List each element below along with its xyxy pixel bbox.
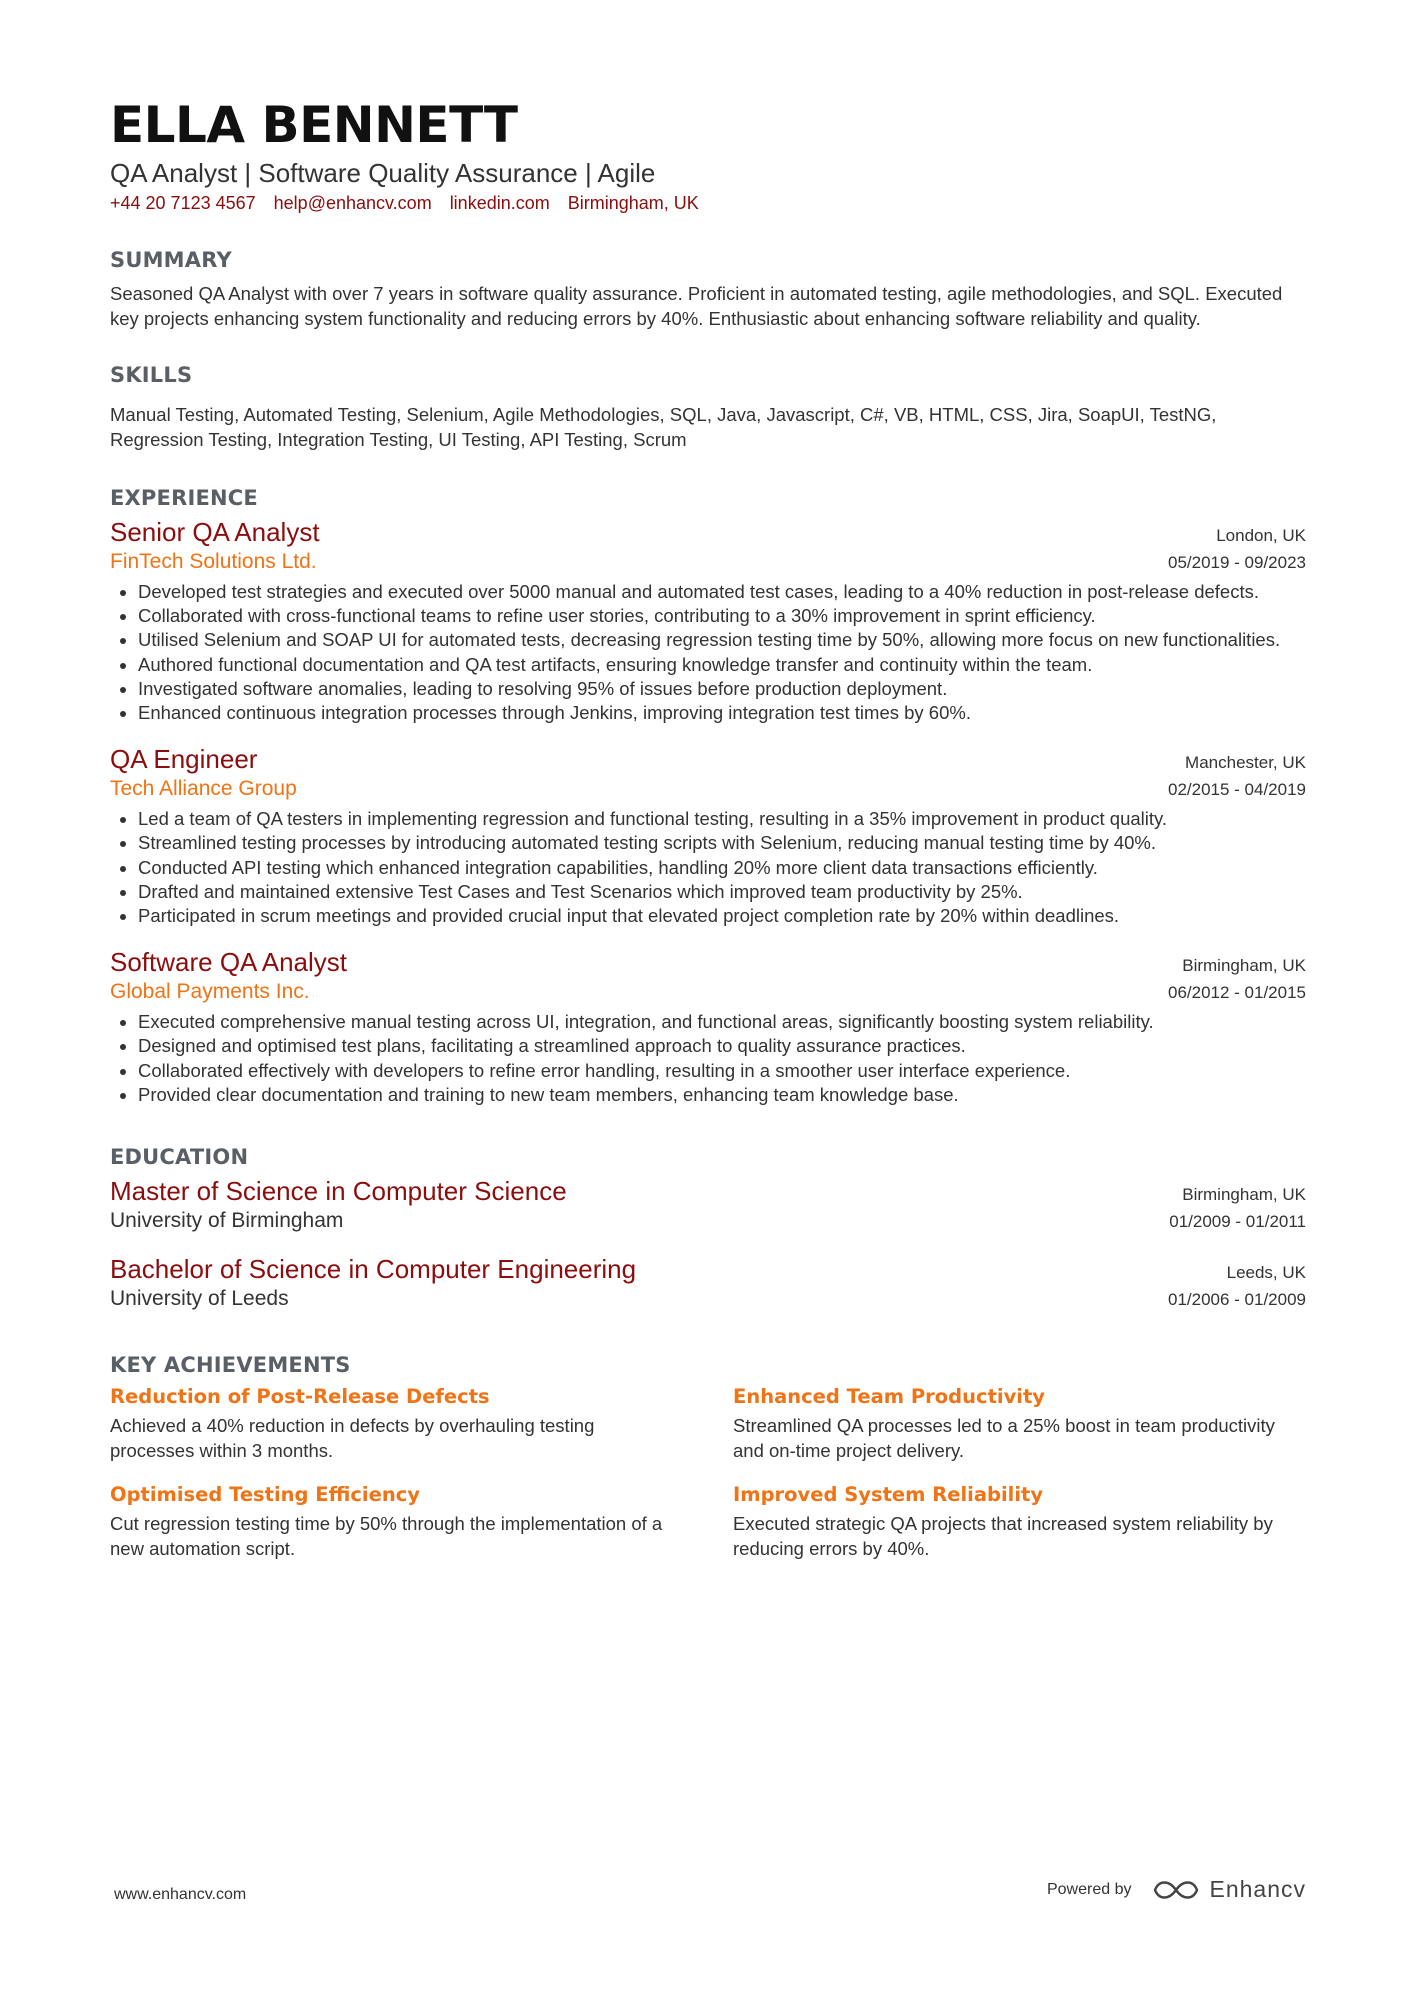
candidate-headline: QA Analyst | Software Quality Assurance | Agile — [110, 158, 656, 188]
experience-section — [110, 484, 1306, 1107]
achievement-item — [110, 1481, 683, 1561]
job-company: Tech Alliance Group — [110, 777, 297, 801]
job-location: Manchester, UK — [1185, 753, 1306, 773]
degree-title: Bachelor of Science in Computer Engineering — [110, 1254, 637, 1285]
section-title-achievements: KEY ACHIEVEMENTS — [110, 1353, 351, 1378]
achievement-desc: Streamlined QA processes led to a 25% boost in team productivity and on-time project delivery. — [733, 1415, 1275, 1461]
achievement-desc: Executed strategic QA projects that increased system reliability by reducing errors by 40%. — [733, 1513, 1273, 1559]
achievements-section — [110, 1351, 1306, 1561]
bullet-item: • Designed and optimised test plans, facilitating a streamlined approach to quality assurance practices. — [138, 1034, 1306, 1058]
education-entry — [110, 1253, 1306, 1313]
degree-title: Master of Science in Computer Science — [110, 1176, 567, 1207]
bullet-item: • Developed test strategies and executed over 5000 manual and automated test cases, leading to a 40% reduction in post-release defects. — [138, 580, 1306, 604]
section-title-summary: SUMMARY — [110, 248, 232, 272]
education-entry — [110, 1175, 1306, 1235]
experience-entry — [110, 946, 1306, 1107]
job-role: Software QA Analyst — [110, 947, 348, 978]
bullet-item: • Enhanced continuous integration processes through Jenkins, improving integration test times by 60%. — [138, 701, 1306, 725]
section-title-experience: EXPERIENCE — [110, 486, 258, 510]
location-text: Birmingham, UK — [567, 193, 699, 213]
achievement-title: Improved System Reliability — [733, 1483, 1044, 1507]
achievement-item — [733, 1383, 1306, 1463]
bullet-item: • Conducted API testing which enhanced integration capabilities, handling 20% more client data transactions efficiently. — [138, 856, 1306, 880]
bullet-item: • Drafted and maintained extensive Test Cases and Test Scenarios which improved team productivity by 25%. — [138, 880, 1306, 904]
experience-entry — [110, 516, 1306, 725]
bullet-item: • Investigated software anomalies, leading to resolving 95% of issues before production deployment. — [138, 677, 1306, 701]
summary-section — [110, 246, 1306, 331]
job-company: FinTech Solutions Ltd. — [110, 550, 317, 573]
bullet-item: • Collaborated effectively with developers to refine error handling, resulting in a smoother user interface experience. — [138, 1059, 1306, 1083]
enhancv-logo[interactable] — [1153, 1876, 1306, 1903]
footer-branding — [1047, 1876, 1306, 1903]
achievement-title: Enhanced Team Productivity — [733, 1385, 1045, 1409]
education-dates: 01/2006 - 01/2009 — [1167, 1290, 1306, 1310]
resume-header — [110, 96, 1306, 216]
enhancv-logo-text: Enhancv — [1209, 1876, 1306, 1902]
job-bullets — [110, 580, 1306, 725]
achievement-title: Reduction of Post-Release Defects — [110, 1385, 490, 1409]
job-company: Global Payments Inc. — [110, 980, 310, 1004]
job-dates: 02/2015 - 04/2019 — [1167, 780, 1306, 800]
section-title-education: EDUCATION — [110, 1145, 249, 1170]
achievement-item — [733, 1481, 1306, 1561]
bullet-item: • Utilised Selenium and SOAP UI for automated tests, decreasing regression testing time by 50%, allowing more focus on new functionalities. — [138, 628, 1306, 652]
job-bullets — [110, 807, 1306, 928]
school-name: University of Birmingham — [110, 1209, 344, 1233]
job-dates: 05/2019 - 09/2023 — [1167, 553, 1306, 572]
education-section — [110, 1143, 1306, 1313]
job-location: London, UK — [1216, 526, 1306, 545]
school-name: University of Leeds — [110, 1287, 289, 1311]
skills-section — [110, 361, 1306, 452]
skills-text: Manual Testing, Automated Testing, Selenium, Agile Methodologies, SQL, Java, Javascript, C#, VB, HTML, CSS, Jira, SoapUI, TestNG, Regression Testing, Integration Testing, UI Testing, API Testing, Scrum — [110, 404, 1217, 450]
achievements-grid — [110, 1383, 1306, 1561]
bullet-item: • Participated in scrum meetings and provided crucial input that elevated project completion rate by 20% within deadlines. — [138, 904, 1306, 928]
phone-link[interactable]: +44 20 7123 4567 — [110, 193, 256, 213]
enhancv-logo-icon — [1153, 1878, 1199, 1902]
bullet-item: • Provided clear documentation and training to new team members, enhancing team knowledge base. — [138, 1083, 1306, 1107]
footer-website-link[interactable]: www.enhancv.com — [114, 1886, 247, 1903]
job-role: QA Engineer — [110, 744, 258, 775]
bullet-item: • Authored functional documentation and QA test artifacts, ensuring knowledge transfer and continuity within the team. — [138, 653, 1306, 677]
email-link[interactable]: help@enhancv.com — [273, 193, 432, 213]
achievement-desc: Cut regression testing time by 50% through the implementation of a new automation script. — [110, 1513, 663, 1559]
summary-text: Seasoned QA Analyst with over 7 years in software quality assurance. Proficient in automated testing, agile methodologies, and SQL. Executed key projects enhancing system functionality and reducing errors by 40%. Enthusiastic about enhancing software reliability and quality. — [110, 283, 1283, 329]
education-location: Birmingham, UK — [1182, 1185, 1306, 1205]
candidate-name: ELLA BENNETT — [110, 96, 518, 154]
bullet-item: • Collaborated with cross-functional teams to refine user stories, contributing to a 30% improvement in sprint efficiency. — [138, 604, 1306, 628]
job-dates: 06/2012 - 01/2015 — [1167, 983, 1306, 1003]
job-bullets — [110, 1010, 1306, 1107]
education-location: Leeds, UK — [1226, 1263, 1306, 1283]
powered-by-label: Powered by — [1046, 1880, 1132, 1898]
job-location: Birmingham, UK — [1182, 956, 1306, 976]
linkedin-link[interactable]: linkedin.com — [449, 193, 550, 213]
contact-row — [110, 190, 1306, 216]
achievement-desc: Achieved a 40% reduction in defects by overhauling testing processes within 3 months. — [110, 1415, 595, 1461]
resume-page — [110, 96, 1306, 1561]
education-dates: 01/2009 - 01/2011 — [1169, 1212, 1306, 1232]
achievement-item — [110, 1383, 683, 1463]
bullet-item: • Led a team of QA testers in implementing regression and functional testing, resulting in a 35% improvement in product quality. — [138, 807, 1306, 831]
bullet-item: • Streamlined testing processes by introducing automated testing scripts with Selenium, reducing manual testing time by 40%. — [138, 831, 1306, 855]
section-title-skills: SKILLS — [110, 363, 193, 387]
job-role: Senior QA Analyst — [110, 517, 320, 547]
bullet-item: • Executed comprehensive manual testing across UI, integration, and functional areas, significantly boosting system reliability. — [138, 1010, 1306, 1034]
achievement-title: Optimised Testing Efficiency — [110, 1483, 420, 1507]
experience-entry — [110, 743, 1306, 928]
